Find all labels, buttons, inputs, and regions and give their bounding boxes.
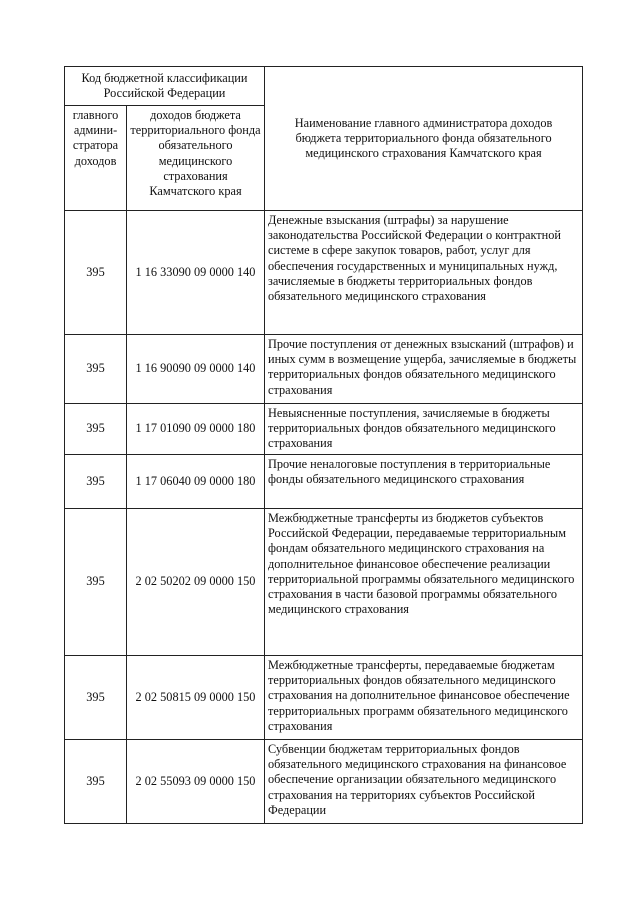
revenue-code-cell: 1 16 33090 09 0000 140 xyxy=(127,211,265,335)
revenue-code-cell: 2 02 50815 09 0000 150 xyxy=(127,656,265,740)
table-row xyxy=(65,740,583,824)
admin-code-cell: 395 xyxy=(65,404,127,455)
table-row xyxy=(65,509,583,656)
admin-code-cell: 395 xyxy=(65,211,127,335)
budget-classification-table xyxy=(64,66,583,824)
revenue-name-cell: Прочие неналоговые поступления в территориальные фонды обязательного медицинского страхования xyxy=(265,455,583,509)
revenue-column-header: доходов бюджета территориального фонда обязательного медицинского страхования Камчатского края xyxy=(127,106,265,211)
admin-code-cell: 395 xyxy=(65,740,127,824)
revenue-name-cell: Денежные взыскания (штрафы) за нарушение законодательства Российской Федерации о контрактной системе в сфере закупок товаров, работ, услуг для обеспечения государственных и муниципальных нужд, зачисляемые в бюджеты территориальных фондов обязательного медицинского страхования xyxy=(265,211,583,335)
revenue-code-cell: 1 16 90090 09 0000 140 xyxy=(127,335,265,404)
revenue-name-cell: Межбюджетные трансферты из бюджетов субъектов Российской Федерации, передаваемые территориальным фондам обязательного медицинского страхования на дополнительное финансовое обеспечение реализации территориальной программы обязательного медицинского страхования в части базовой программы обязательного медицинского страхования xyxy=(265,509,583,656)
table-row xyxy=(65,656,583,740)
table-row xyxy=(65,404,583,455)
admin-code-cell: 395 xyxy=(65,455,127,509)
admin-column-header: главного админи-стратора доходов xyxy=(65,106,127,211)
table-header-row xyxy=(65,67,583,106)
admin-code-cell: 395 xyxy=(65,509,127,656)
kbk-group-header: Код бюджетной классификации Российской Федерации xyxy=(65,67,265,106)
revenue-name-cell: Прочие поступления от денежных взысканий (штрафов) и иных сумм в возмещение ущерба, зачисляемые в бюджеты территориальных фондов обязательного медицинского страхования xyxy=(265,335,583,404)
table-row xyxy=(65,335,583,404)
revenue-code-cell: 1 17 01090 09 0000 180 xyxy=(127,404,265,455)
revenue-code-cell: 1 17 06040 09 0000 180 xyxy=(127,455,265,509)
revenue-code-cell: 2 02 55093 09 0000 150 xyxy=(127,740,265,824)
revenue-name-cell: Межбюджетные трансферты, передаваемые бюджетам территориальных фондов обязательного медицинского страхования на дополнительное финансовое обеспечение территориальных программ обязательного медицинского страхования xyxy=(265,656,583,740)
name-column-header: Наименование главного администратора доходов бюджета территориального фонда обязательного медицинского страхования Камчатского края xyxy=(265,67,583,211)
admin-code-cell: 395 xyxy=(65,656,127,740)
table-row xyxy=(65,211,583,335)
table-row xyxy=(65,455,583,509)
revenue-name-cell: Субвенции бюджетам территориальных фондов обязательного медицинского страхования на финансовое обеспечение организации обязательного медицинского страхования на территориях субъектов Российской Федерации xyxy=(265,740,583,824)
admin-code-cell: 395 xyxy=(65,335,127,404)
revenue-code-cell: 2 02 50202 09 0000 150 xyxy=(127,509,265,656)
revenue-name-cell: Невыясненные поступления, зачисляемые в бюджеты территориальных фондов обязательного медицинского страхования xyxy=(265,404,583,455)
